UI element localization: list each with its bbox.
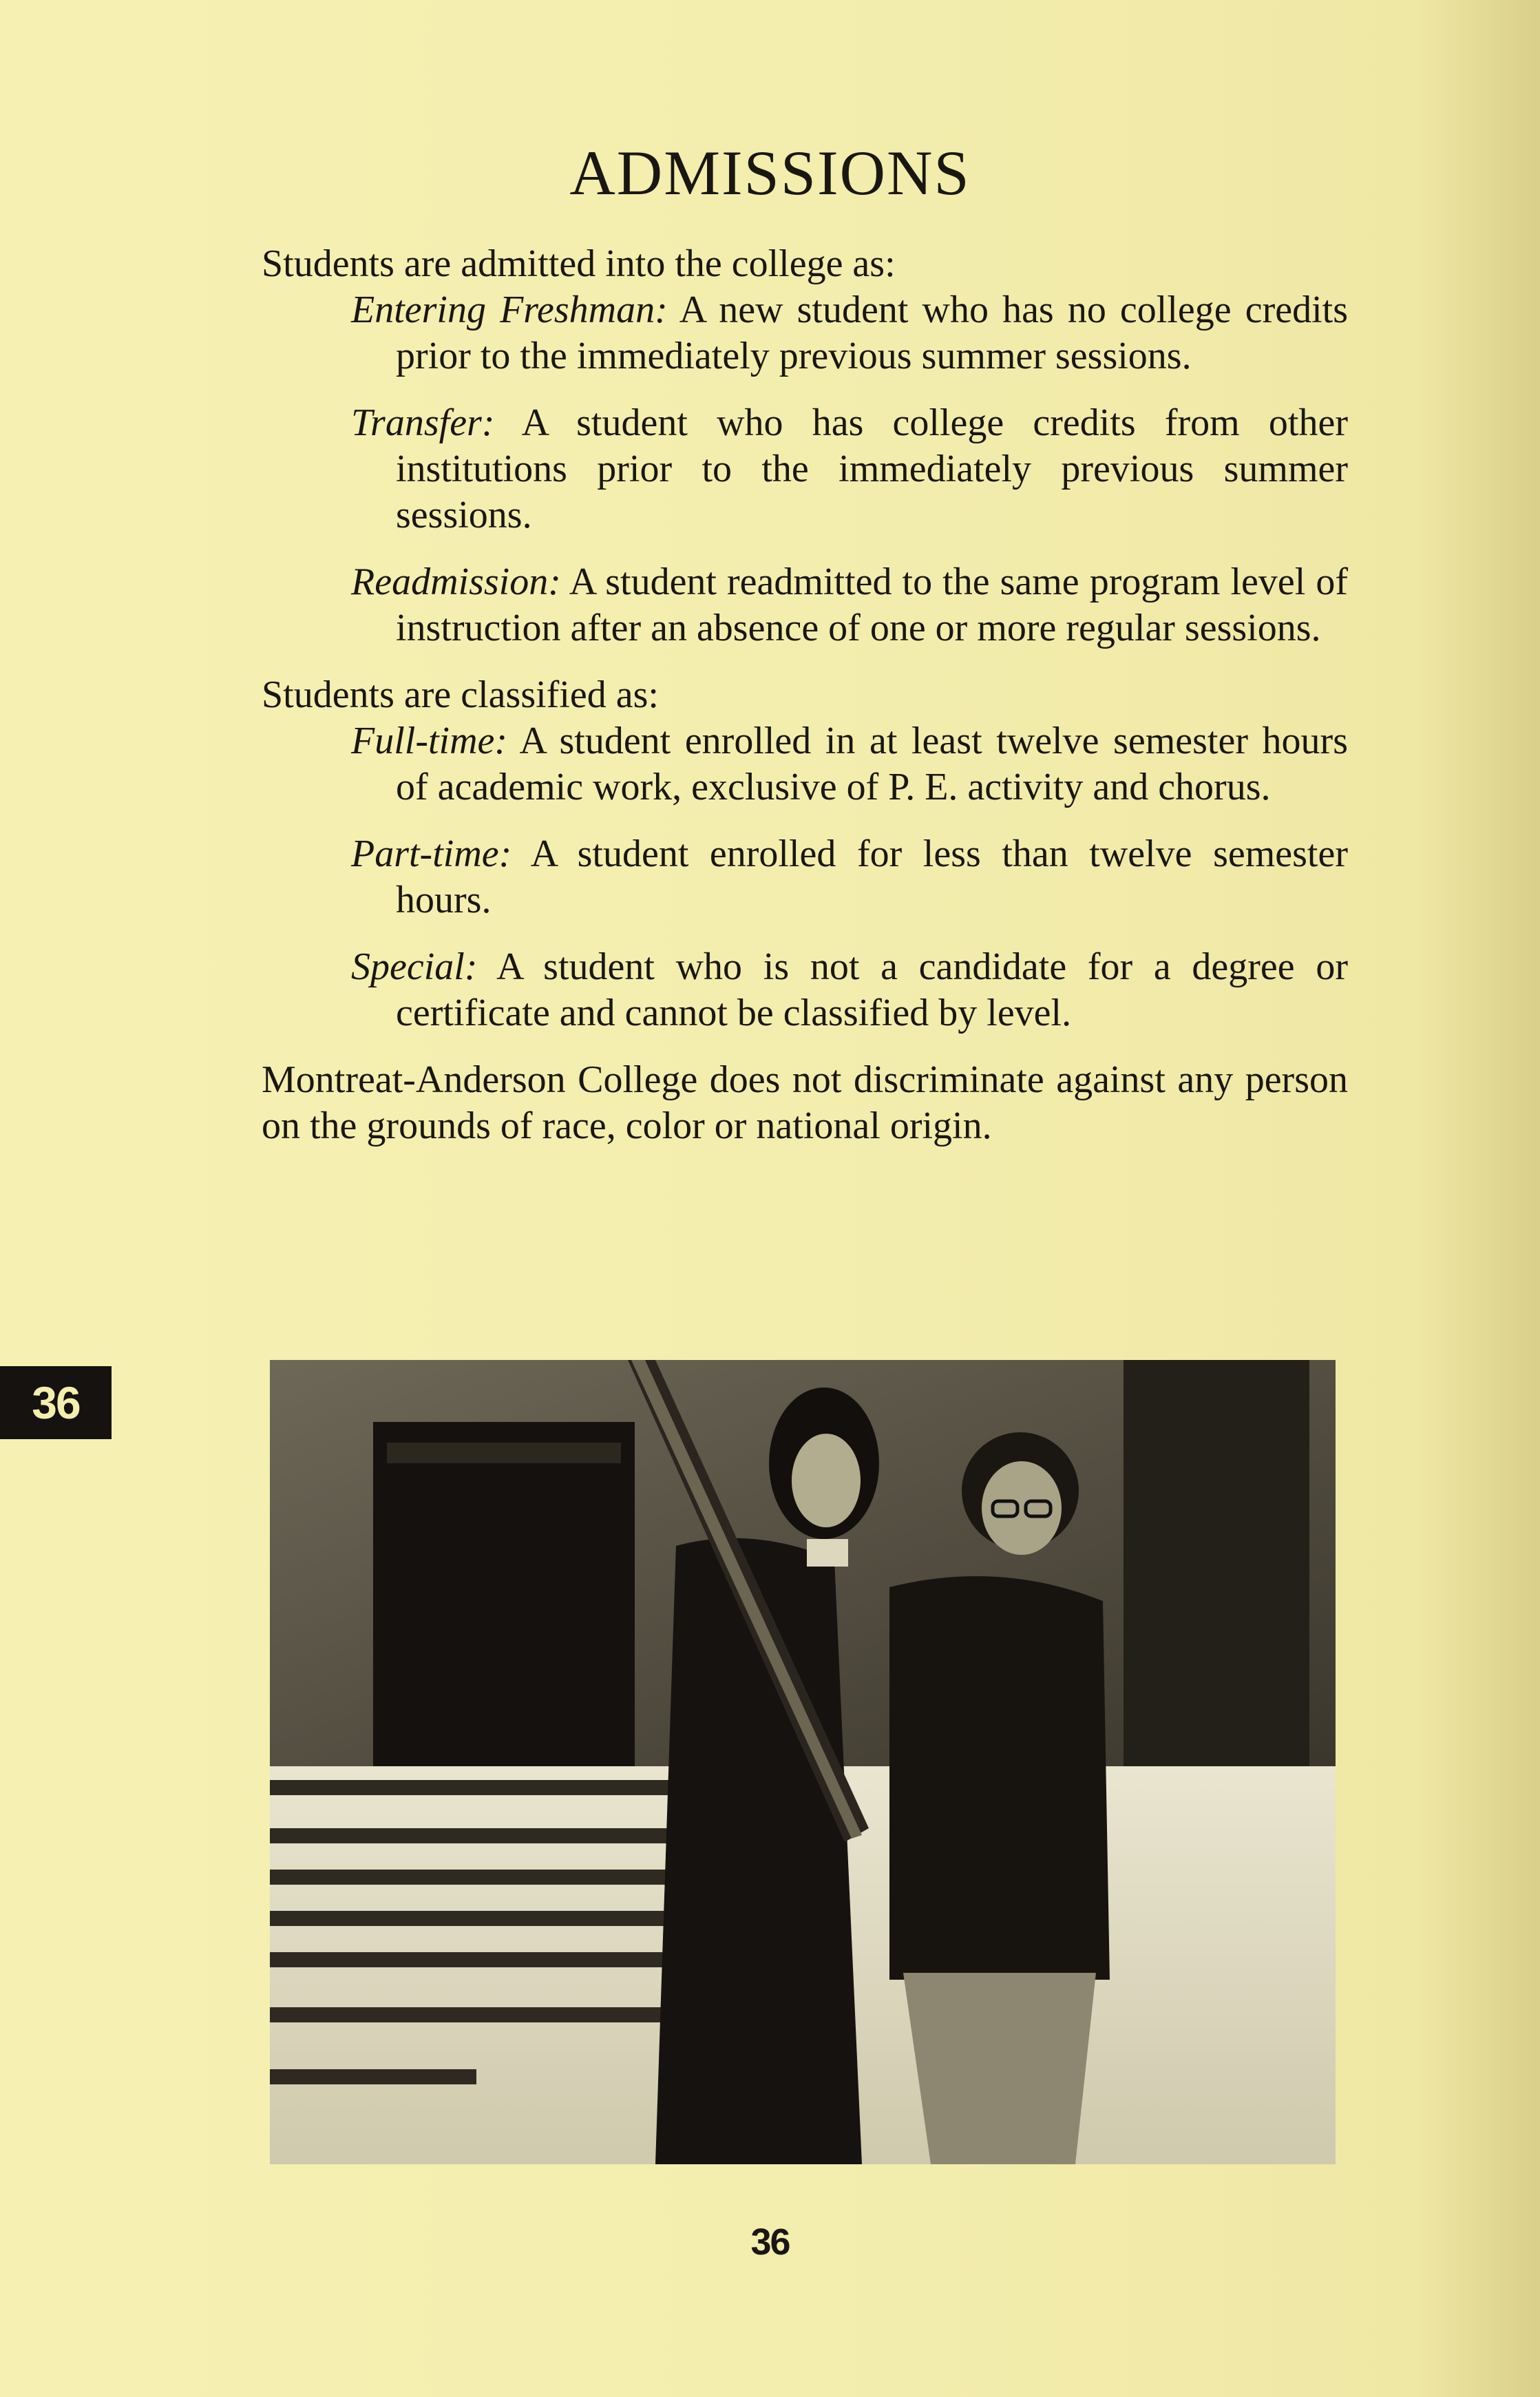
classification-entry-special [351,944,1348,1036]
entry-term: Special: [351,945,478,988]
admission-entry-transfer [351,400,1348,538]
nondiscrimination-notice: Montreat-Anderson College does not discriminate against any person on the grounds of race, color or national origin. [262,1058,1348,1147]
entry-text: A student who has college credits from other institutions prior to the immediately previous summer sessions. [396,401,1348,536]
entry-term: Entering Freshman: [351,289,668,331]
classification-intro: Students are classified as: [262,673,659,716]
admission-entry-entering-freshman [351,287,1348,379]
page-number: 36 [750,2221,790,2263]
photo-two-students [270,1360,1336,2164]
admissions-text [262,241,1348,1149]
entry-term: Full-time: [351,720,508,762]
entry-text: A student readmitted to the same program level of instruction after an absence of one or more regular sessions. [396,561,1348,649]
admission-entry-readmission [351,559,1348,651]
page-title: ADMISSIONS [569,138,971,208]
side-page-tab: 36 [0,1366,112,1439]
admission-intro: Students are admitted into the college as: [262,242,896,285]
entry-term: Part-time: [351,833,512,875]
entry-term: Transfer: [351,401,495,444]
entry-text: A student who is not a candidate for a degree or certificate and cannot be classified by level. [396,945,1348,1034]
entry-text: A new student who has no college credits prior to the immediately previous summer sessions. [396,289,1348,377]
classification-entry-full-time [351,718,1348,810]
classification-entry-part-time [351,831,1348,923]
entry-text: A student enrolled in at least twelve semester hours of academic work, exclusive of P. E. activity and chorus. [396,720,1348,808]
entry-text: A student enrolled for less than twelve semester hours. [396,833,1348,921]
entry-term: Readmission: [351,561,561,603]
